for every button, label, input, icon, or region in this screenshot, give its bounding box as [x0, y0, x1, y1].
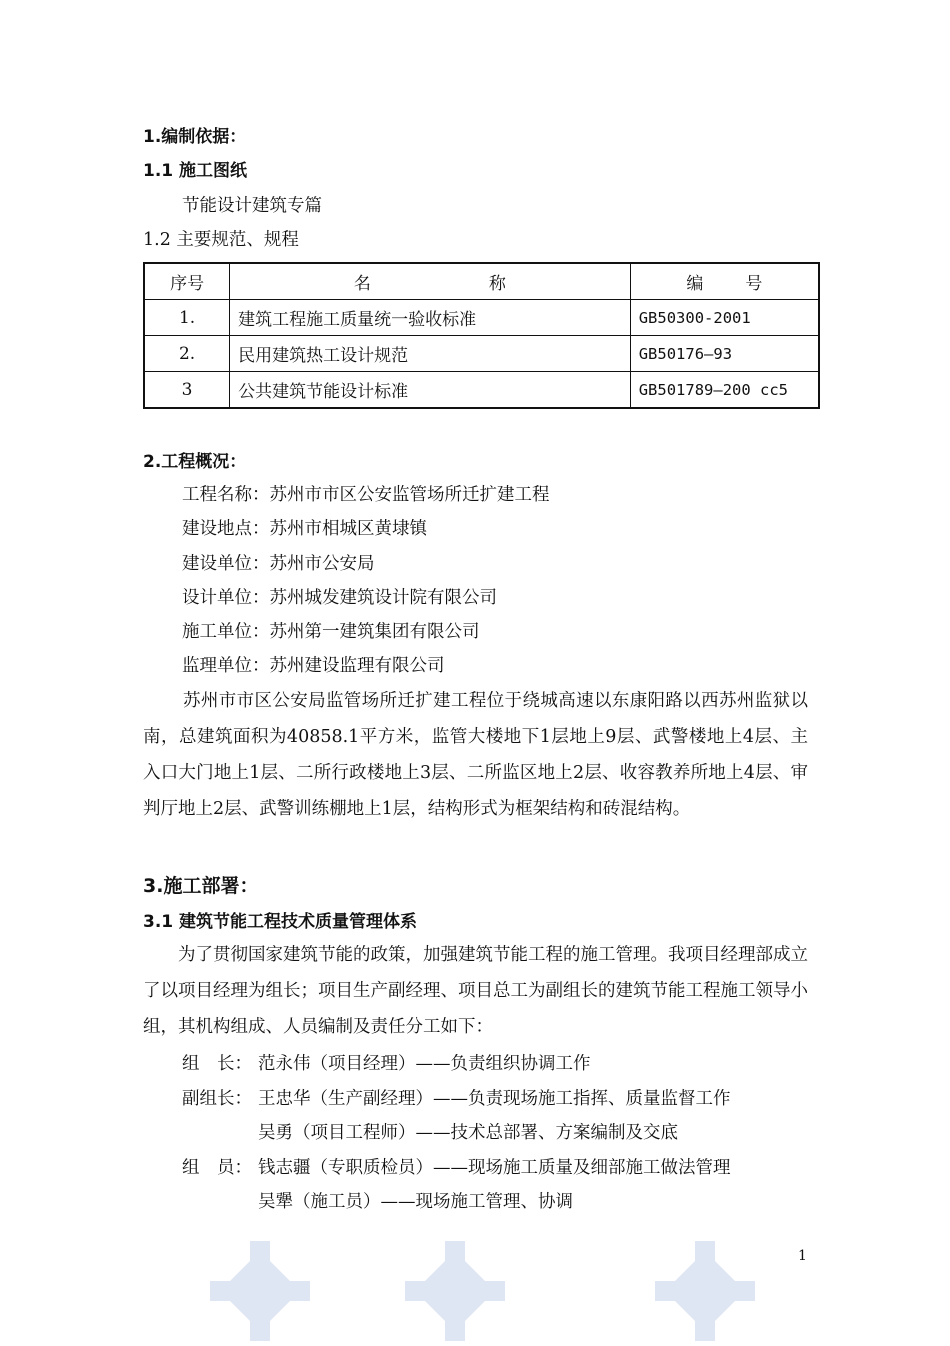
- member-role: 组 员：: [182, 1158, 252, 1178]
- project-overview-paragraph: 苏州市市区公安局监管场所迁扩建工程位于绕城高速以东康阳路以西苏州监狱以南，总建筑面积为40858.1平方米，监管大楼地下1层地上9层、武警楼地上4层、主入口大门地上1层、二所行政楼地上3层、二所监区地上2层、收容教养所地上4层、审判厅地上2层、武警训练棚地上1层，结构形式为框架结构和砖混结构。: [143, 691, 808, 819]
- row-no: 1.: [144, 300, 230, 336]
- header-no: 序号: [144, 263, 230, 300]
- row-name: 建筑工程施工质量统一验收标准: [230, 300, 631, 336]
- header-name-part-2: 称: [488, 274, 506, 294]
- section-1-1-heading: 1.1 施工图纸: [143, 161, 248, 181]
- row-name: 民用建筑热工设计规范: [230, 336, 631, 372]
- table-header-row: [144, 263, 819, 300]
- member-role: 组 长：: [182, 1054, 252, 1074]
- project-info-item: 工程名称：苏州市市区公安监管场所迁扩建工程: [182, 485, 550, 505]
- table-row: [144, 372, 819, 409]
- row-name: 公共建筑节能设计标准: [230, 372, 631, 409]
- section-2-heading: 2.工程概况：: [143, 452, 247, 472]
- standards-table: [143, 262, 820, 409]
- project-info-item: 建设单位：苏州市公安局: [182, 554, 375, 574]
- member-entry: 吴犟（施工员）——现场施工管理、协调: [258, 1192, 573, 1212]
- project-info-item: 施工单位：苏州第一建筑集团有限公司: [182, 622, 480, 642]
- row-code: GB50176—93: [630, 336, 819, 372]
- project-info-item: 设计单位：苏州城发建筑设计院有限公司: [182, 588, 497, 608]
- row-no: 3: [144, 372, 230, 409]
- watermark-snowflake-icon: [205, 1236, 315, 1346]
- member-entry: 钱志疆（专职质检员）——现场施工质量及细部施工做法管理: [258, 1158, 731, 1178]
- member-entry: 王忠华（生产副经理）——负责现场施工指挥、质量监督工作: [258, 1089, 731, 1109]
- header-code-part-2: 号: [745, 274, 763, 294]
- watermark-snowflake-icon: [650, 1236, 760, 1346]
- row-code: GB50300-2001: [630, 300, 819, 336]
- section-3-1-heading: 3.1 建筑节能工程技术质量管理体系: [143, 912, 418, 932]
- section-1-2-heading: 1.2 主要规范、规程: [143, 230, 299, 250]
- header-code-part-1: 编: [686, 274, 704, 294]
- header-name: [230, 263, 631, 300]
- member-entry: 范永伟（项目经理）——负责组织协调工作: [258, 1054, 591, 1074]
- table-row: [144, 336, 819, 372]
- project-info-item: 建设地点：苏州市相城区黄埭镇: [182, 519, 427, 539]
- project-info-item: 监理单位：苏州建设监理有限公司: [182, 656, 445, 676]
- watermark-snowflake-icon: [400, 1236, 510, 1346]
- member-role: 副组长：: [182, 1089, 252, 1109]
- organization-paragraph: 为了贯彻国家建筑节能的政策，加强建筑节能工程的施工管理。我项目经理部成立了以项目经理为组长；项目生产副经理、项目总工为副组长的建筑节能工程施工领导小组，其机构组成、人员编制及责任分工如下：: [143, 945, 808, 1037]
- header-name-part-1: 名: [353, 274, 371, 294]
- table-row: [144, 300, 819, 336]
- member-entry: 吴勇（项目工程师）——技术总部署、方案编制及交底: [258, 1123, 678, 1143]
- page-number: 1: [798, 1248, 807, 1264]
- section-3-heading: 3.施工部署：: [143, 875, 259, 897]
- section-1-1-text: 节能设计建筑专篇: [182, 196, 322, 216]
- section-1-heading: 1.编制依据：: [143, 127, 247, 147]
- header-code: [630, 263, 819, 300]
- row-code: GB501789—200 cc5: [630, 372, 819, 409]
- row-no: 2.: [144, 336, 230, 372]
